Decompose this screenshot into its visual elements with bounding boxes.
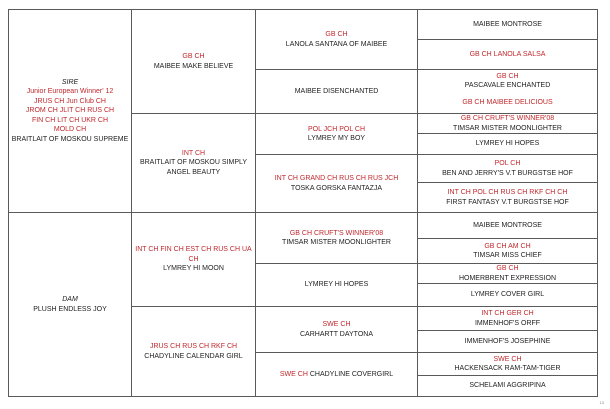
dog-titles: GB CH CRUFT'S WINNER'08 — [460, 115, 555, 122]
dog-titles: GB CH LANOLA SALSA — [469, 50, 546, 58]
dog-titles: GB CH — [325, 31, 348, 38]
gen4-cell — [418, 331, 597, 352]
dog-name: PASCAVALE ENCHANTED — [464, 82, 551, 89]
sire-cell — [9, 10, 131, 212]
gen2-cell — [132, 307, 255, 396]
gen3-cell — [256, 155, 417, 212]
sire-name: BRAITLAIT OF MOSKOU SUPREME — [11, 135, 129, 143]
dog-name: MAIBEE MONTROSE — [473, 221, 542, 229]
sire-title: MOLD CH — [53, 126, 87, 134]
gen4-cell — [418, 70, 597, 92]
dog-name: BEN AND JERRY'S V.T BURGSTSE HOF — [442, 169, 573, 177]
dog-name: LYMREY HI MOON — [163, 265, 224, 273]
dog-name: IMMENHOF'S ORFF — [474, 319, 541, 327]
gen4-cell — [418, 155, 597, 182]
dam-name: PLUSH ENDLESS JOY — [33, 305, 107, 313]
sire-label: SIRE — [61, 78, 79, 86]
dog-name: LANOLA SANTANA OF MAIBEE — [285, 40, 388, 48]
dog-titles: GB CH — [496, 72, 519, 80]
dog-name: TIMSAR MISS CHIEF — [473, 252, 542, 259]
gen4-cell — [418, 183, 597, 212]
dog-name: LYMREY HI HOPES — [475, 140, 540, 148]
gen4-cell — [418, 213, 597, 238]
dog-name: FIRST FANTASY V.T BURGSTSE HOF — [446, 198, 569, 206]
gen4-cell — [418, 307, 597, 330]
gen4-cell — [418, 92, 597, 113]
dog-name: MAIBEE MAKE BELIEVE — [153, 62, 234, 70]
gen3-cell — [256, 307, 417, 352]
dog-name: BRAITLAIT OF MOSKOU SIMPLY ANGEL BEAUTY — [139, 159, 248, 176]
gen3-cell — [256, 213, 417, 263]
dog-titles: INT CH — [181, 149, 206, 157]
outer-border-bottom — [8, 396, 598, 397]
gen4-cell — [418, 284, 597, 306]
dog-name: LYMREY MY BOY — [307, 135, 366, 142]
gen2-cell — [132, 213, 255, 306]
gen2-cell — [132, 10, 255, 113]
gen4-cell — [418, 353, 597, 375]
dog-name: IMMENHOF'S JOSEPHINE — [464, 337, 551, 345]
dog-name: HOMERBRENT EXPRESSION — [458, 274, 557, 282]
dog-name: MAIBEE DISENCHANTED — [294, 87, 379, 95]
gen4-cell — [418, 40, 597, 69]
dog-name: CARHARTT DAYTONA — [300, 330, 373, 338]
dog-titles: SWE CH — [279, 370, 308, 378]
dog-titles: GB CH CRUFT'S WINNER'08 — [289, 229, 384, 237]
sire-title: Junior European Winner' 12 — [26, 88, 114, 96]
gen3-cell — [256, 70, 417, 113]
gen4-cell — [418, 239, 597, 263]
gen3-cell — [256, 353, 417, 396]
dam-label: DAM — [62, 296, 78, 303]
dog-name: CHADYLINE CALENDAR GIRL — [144, 352, 243, 360]
page-number: 13 — [599, 400, 604, 405]
dog-titles: POL CH — [494, 160, 521, 167]
dog-name: TIMSAR MISTER MOONLIGHTER — [282, 239, 391, 246]
dog-titles: GB CH MAIBEE DELICIOUS — [462, 98, 553, 106]
sire-title: JROM CH JLIT CH RUS CH — [25, 107, 115, 115]
dog-name: HACKENSACK RAM-TAM-TIGER — [454, 365, 561, 372]
dog-name: TIMSAR MISTER MOONLIGHTER — [453, 124, 562, 132]
dog-titles: INT CH GRAND CH RUS CH RUS JCH — [274, 175, 399, 182]
gen4-cell — [418, 264, 597, 283]
dog-titles: INT CH FIN CH EST CH RUS CH UA CH — [135, 246, 252, 263]
gen4-cell — [418, 10, 597, 39]
gen3-cell — [256, 10, 417, 69]
gen4-cell — [418, 114, 597, 133]
dog-titles: JRUS CH RUS CH RKF CH — [149, 343, 238, 350]
dog-titles: GB CH — [496, 265, 519, 272]
dog-name: LYMREY HI HOPES — [304, 281, 369, 289]
gen4-cell — [418, 376, 597, 396]
dog-titles: POL JCH POL CH — [307, 125, 366, 133]
dog-titles: INT CH GER CH — [481, 310, 534, 317]
gen4-cell — [418, 134, 597, 154]
sire-title: JRUS CH Jun Club CH — [34, 97, 106, 105]
dog-name: SCHELAMI AGGRIPINA — [469, 382, 546, 390]
gen2-cell — [132, 114, 255, 212]
dog-titles: SWE CH — [322, 321, 351, 328]
sire-title: FIN CH LIT CH UKR CH — [31, 116, 109, 124]
dog-name: CHADYLINE COVERGIRL — [309, 370, 394, 378]
dog-titles: GB CH — [182, 53, 205, 60]
dam-cell — [9, 213, 131, 396]
dog-name: TOSKA GORSKA FANTAZJA — [290, 184, 383, 192]
gen3-cell — [256, 264, 417, 306]
dog-name: LYMREY COVER GIRL — [470, 291, 545, 299]
outer-border-right — [597, 9, 598, 397]
dog-name: MAIBEE MONTROSE — [473, 20, 542, 28]
gen3-cell — [256, 114, 417, 154]
dog-titles: GB CH AM CH — [484, 242, 531, 250]
dog-titles: INT CH POL CH RUS CH RKF CH CH — [447, 189, 568, 196]
dog-titles: SWE CH — [493, 355, 522, 363]
